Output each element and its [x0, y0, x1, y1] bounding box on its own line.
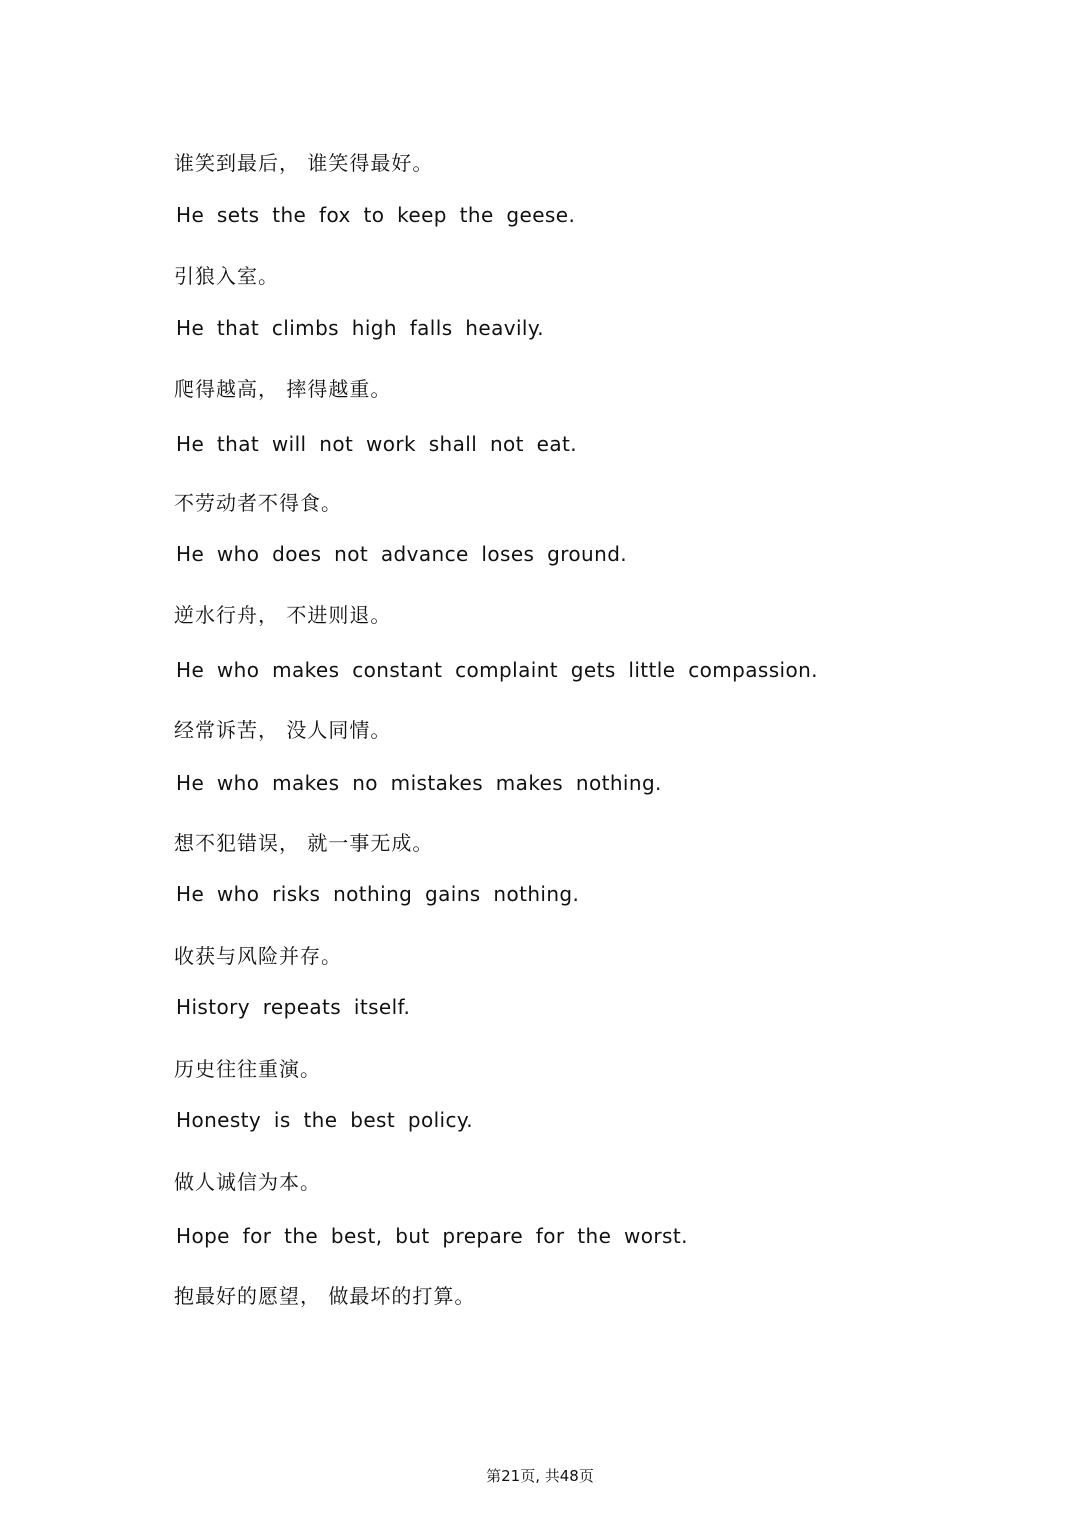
proverb-translation: 不劳动者不得食。 — [174, 491, 342, 515]
proverb-translation: 收获与风险并存。 — [174, 944, 342, 968]
proverb-english: He who makes constant complaint gets little compassion. — [176, 658, 818, 682]
proverb-translation: 引狼入室。 — [174, 264, 279, 288]
proverb-english: Honesty is the best policy. — [176, 1108, 474, 1132]
proverb-english: He who makes no mistakes makes nothing. — [176, 771, 662, 795]
proverb-translation: 历史往往重演。 — [174, 1057, 321, 1081]
proverb-english: He who does not advance loses ground. — [176, 542, 628, 566]
page-number-footer: 第21页, 共48页 — [486, 1467, 594, 1485]
proverb-translation: 逆水行舟， 不进则退。 — [174, 603, 392, 627]
proverb-translation: 抱最好的愿望， 做最坏的打算。 — [174, 1284, 476, 1308]
proverb-english: He that will not work shall not eat. — [176, 432, 578, 456]
proverb-english: He that climbs high falls heavily. — [176, 316, 545, 340]
proverb-translation: 经常诉苦， 没人同情。 — [174, 718, 392, 742]
proverb-english: He sets the fox to keep the geese. — [176, 203, 576, 227]
proverb-english: He who risks nothing gains nothing. — [176, 882, 580, 906]
proverb-english: History repeats itself. — [176, 995, 411, 1019]
proverb-english: Hope for the best, but prepare for the worst. — [176, 1224, 688, 1248]
proverb-translation: 想不犯错误， 就一事无成。 — [174, 831, 434, 855]
proverb-translation: 爬得越高， 摔得越重。 — [174, 377, 392, 401]
proverb-translation: 做人诚信为本。 — [174, 1170, 321, 1194]
proverb-translation: 谁笑到最后， 谁笑得最好。 — [174, 151, 434, 175]
